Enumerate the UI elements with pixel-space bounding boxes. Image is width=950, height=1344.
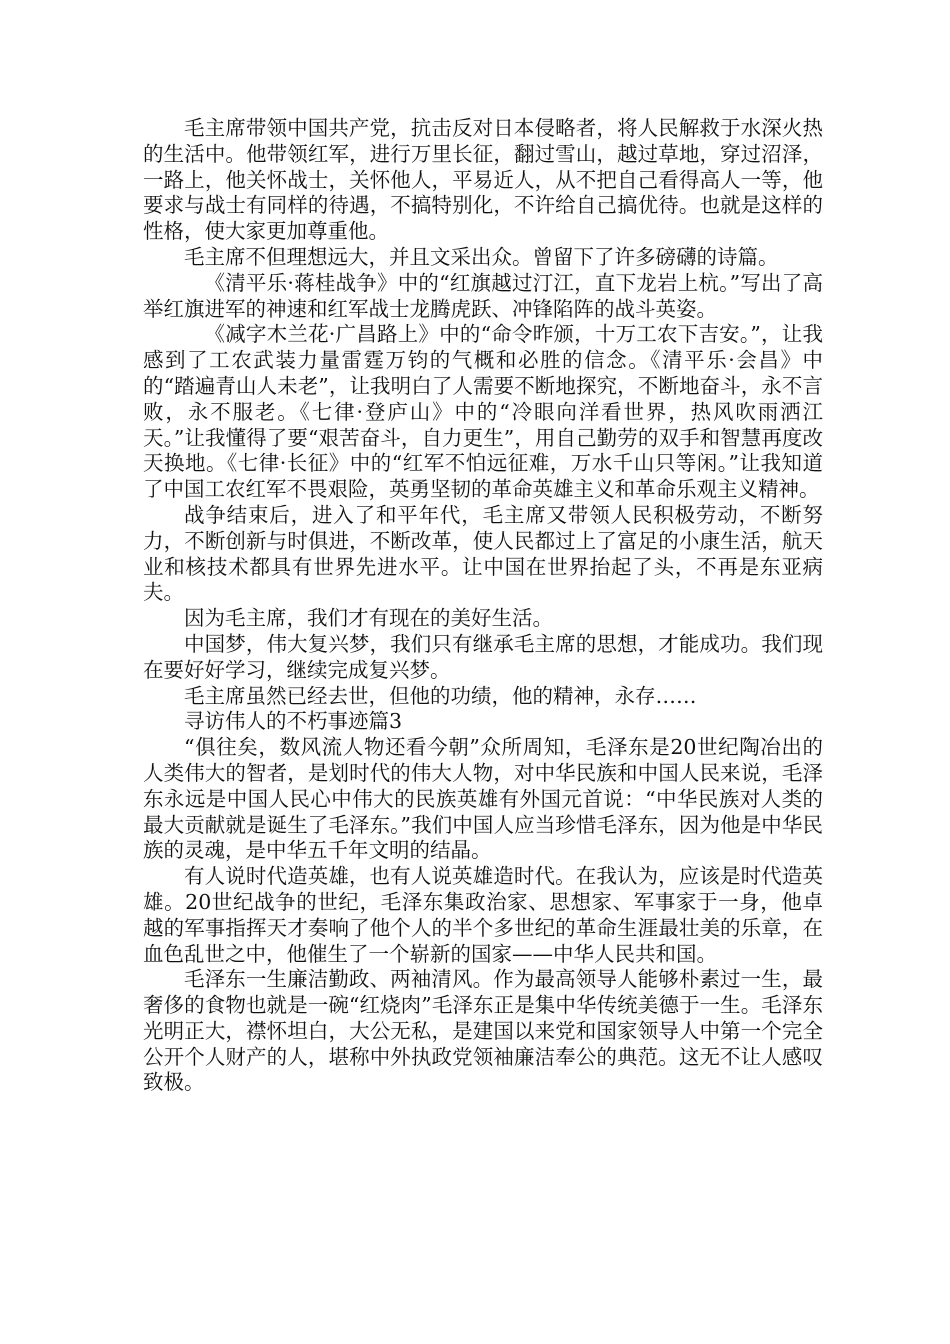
paragraph-10: 有人说时代造英雄，也有人说英雄造时代。在我认为，应该是时代造英雄。20世纪战争的世纪，毛泽东集政治家、思想家、军事家于一身，他卓越的军事指挥天才奏响了他个人的半个多世纪的革命生涯最壮美的乐章，在血色乱世之中，他催生了一个崭新的国家——中华人民共和国。 (143, 864, 823, 966)
paragraph-2: 毛主席不但理想远大，并且文采出众。曾留下了许多磅礴的诗篇。 (184, 244, 779, 269)
paragraph-6: 因为毛主席，我们才有现在的美好生活。 (184, 606, 553, 631)
paragraph-8: 毛主席虽然已经去世，但他的功绩，他的精神，永存…… (184, 683, 697, 708)
paragraph-5: 战争结束后，进入了和平年代，毛主席又带领人民积极劳动，不断努力，不断创新与时俱进，不断改革，使人民都过上了富足的小康生活，航天业和核技术都具有世界先进水平。让中国在世界抬起了头，不再是东亚病夫。 (143, 502, 823, 605)
paragraph-11: 毛泽东一生廉洁勤政、两袖清风。作为最高领导人能够朴素过一生，最奢侈的食物也就是一碗“红烧肉”毛泽东正是集中华传统美德于一生。毛泽东光明正大，襟怀坦白，大公无私，是建国以来党和国家领导人中第一个完全公开个人财产的人，堪称中外执政党领袖廉洁奉公的典范。这无不让人感叹致极。 (143, 967, 823, 1095)
paragraph-7: 中国梦，伟大复兴梦，我们只有继承毛主席的思想，才能成功。我们现在要好好学习，继续完成复兴梦。 (143, 631, 823, 682)
section-heading: 寻访伟人的不朽事迹篇3 (184, 709, 403, 734)
paragraph-3: 《清平乐·蒋桂战争》中的“红旗越过汀江，直下龙岩上杭。”写出了高举红旗进军的神速和红军战士龙腾虎跃、冲锋陷阵的战斗英姿。 (143, 270, 823, 321)
paragraph-9: “俱往矣，数风流人物还看今朝”众所周知，毛泽东是20世纪陶冶出的人类伟大的智者，是划时代的伟大人物，对中华民族和中国人民来说，毛泽东永远是中国人民心中伟大的民族英雄有外国元首说：“中华民族对人类的最大贡献就是诞生了毛泽东。”我们中国人应当珍惜毛泽东，因为他是中华民族的灵魂，是中华五千年文明的结晶。 (143, 735, 823, 863)
document-body (143, 116, 823, 1096)
paragraph-4: 《减字木兰花·广昌路上》中的“命令昨颁，十万工农下吉安。”，让我感到了工农武装力量雷霆万钧的气概和必胜的信念。《清平乐·会昌》中的“踏遍青山人未老”，让我明白了人需要不断地探究，不断地奋斗，永不言败，永不服老。《七律·登庐山》中的“冷眼向洋看世界，热风吹雨洒江天。”让我懂得了要“艰苦奋斗，自力更生”，用自己勤劳的双手和智慧再度改天换地。《七律·长征》中的“红军不怕远征难，万水千山只等闲。”让我知道了中国工农红军不畏艰险，英勇坚韧的革命英雄主义和革命乐观主义精神。 (143, 322, 823, 502)
paragraph-1: 毛主席带领中国共产党，抗击反对日本侵略者，将人民解救于水深火热的生活中。他带领红军，进行万里长征，翻过雪山，越过草地，穿过沼泽，一路上，他关怀战士，关怀他人，平易近人，从不把自己看得高人一等，他要求与战士有同样的待遇，不搞特别化，不许给自己搞优待。也就是这样的性格，使大家更加尊重他。 (143, 116, 823, 244)
